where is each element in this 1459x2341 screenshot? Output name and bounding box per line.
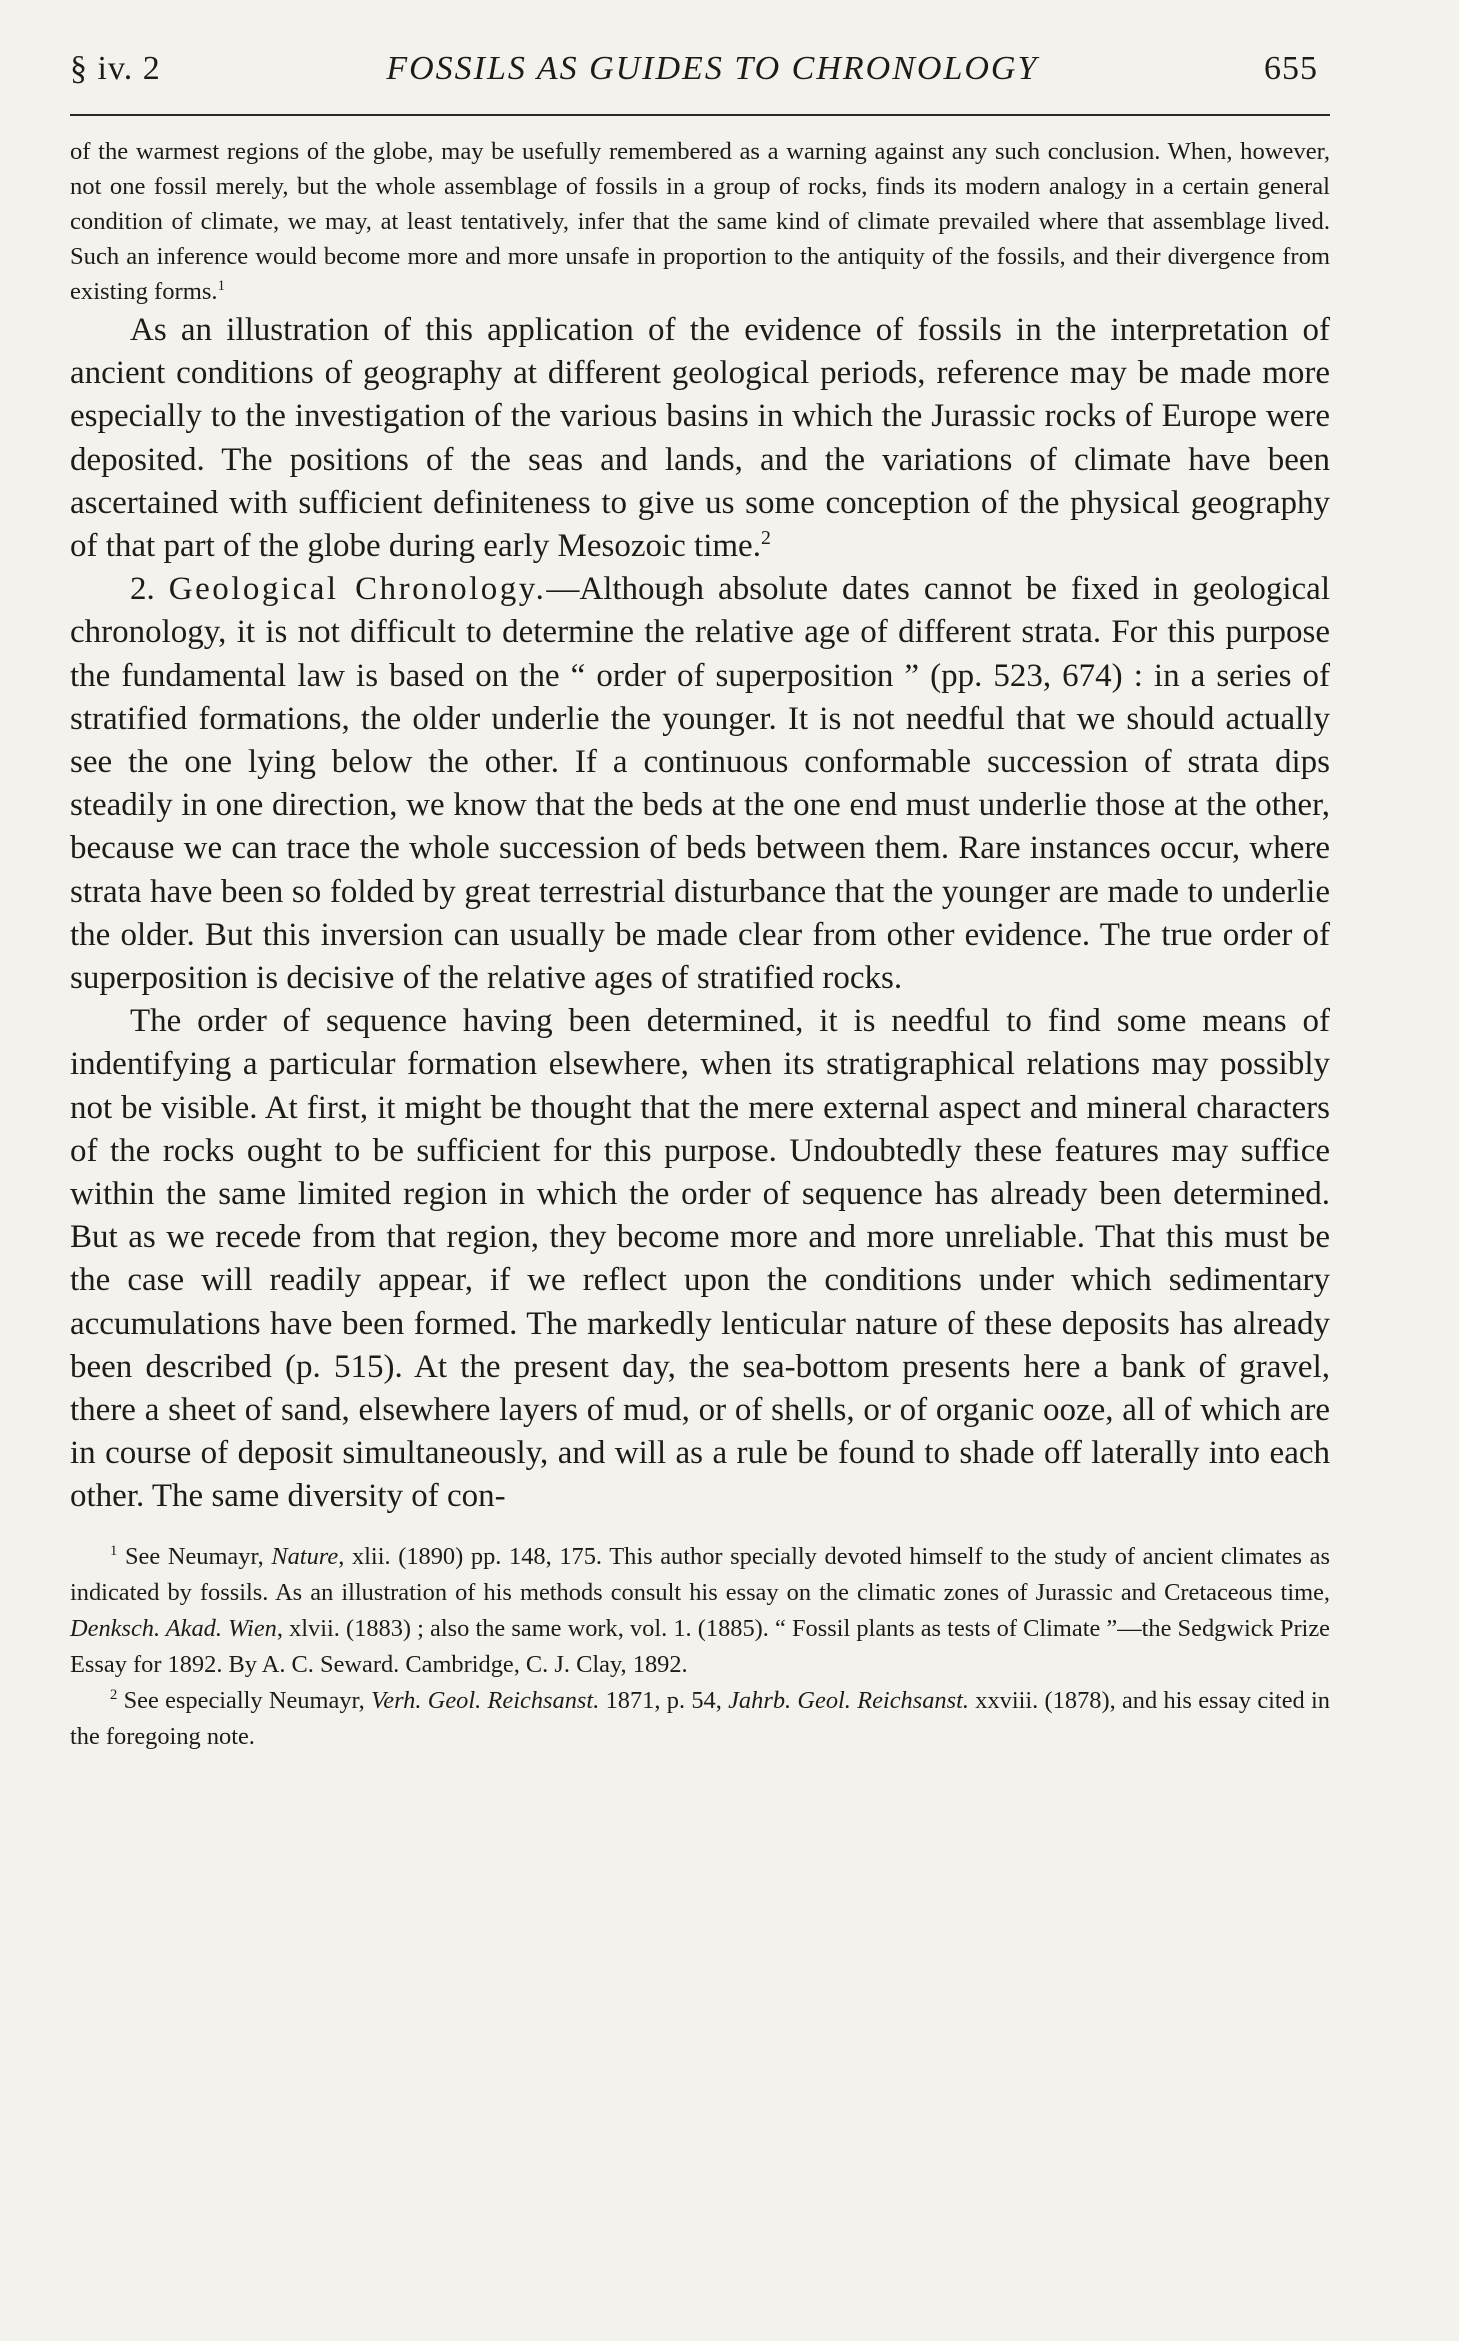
footnote-text-run: , xlii. (1890) pp. 148, 175. This author specially devoted himself to the study of ancient climates as indicated by fossils. As an illustration of his methods consult his essay on the climatic zones of Jurassic and Cretaceous time, xyxy=(70,1542,1330,1606)
paragraph-jurassic-basins xyxy=(70,309,1330,568)
footnote-ref-2: 2 xyxy=(760,527,771,550)
section-number: 2. xyxy=(130,571,155,608)
citation-title: Nature xyxy=(271,1542,339,1570)
citation-title: Denksch. Akad. Wien xyxy=(70,1614,277,1642)
section-geological-chronology xyxy=(70,568,1330,1000)
footnotes xyxy=(70,1539,1330,1755)
footnote-1 xyxy=(70,1539,1330,1683)
footnote-2-text xyxy=(70,1687,1330,1750)
header-rule xyxy=(70,114,1330,116)
footnote-text-run: See especially Neumayr, xyxy=(123,1686,372,1714)
footnote-text-run: , xlvii. (1883) ; also the same work, vol. 1. (1885). “ Fossil plants as tests of Climate ”—the Sedgwick Prize Essay for 1892. By A. C. Seward. Cambridge, C. J. Clay, 1892. xyxy=(70,1614,1330,1678)
running-head xyxy=(70,50,1330,102)
footnote-text-run: xxviii. (1878), and his essay cited in the foregoing note. xyxy=(70,1686,1330,1750)
paragraph-jurassic-basins-text: As an illustration of this application of the evidence of fossils in the interpretation of ancient conditions of geography at different geological periods, reference may be made more especially to the investigation of the various basins in which the Jurassic rocks of Europe were deposited. The positions of the seas and lands, and the variations of climate have been ascertained with sufficient definiteness to give us some conception of the physical geography of that part of the globe during early Mesozoic time. xyxy=(70,312,1330,565)
footnote-2 xyxy=(70,1683,1330,1755)
footnote-1-text xyxy=(70,1543,1330,1678)
continued-paragraph-text: of the warmest regions of the globe, may be usefully remembered as a warning against any such conclusion. When, however, not one fossil merely, but the whole assemblage of fossils in a group of rocks, finds its modern analogy in a certain general condition of climate, we may, at least tentatively, infer that the same kind of climate prevailed where that assemblage lived. Such an inference would become more and more unsafe in proportion to the antiquity of the fossils, and their divergence from existing forms. xyxy=(70,138,1330,305)
footnote-marker-1: 1 xyxy=(110,1542,118,1559)
running-title: FOSSILS AS GUIDES TO CHRONOLOGY xyxy=(386,50,1039,87)
page-number: 655 xyxy=(1264,50,1318,87)
citation-title: Verh. Geol. Reichsanst. xyxy=(371,1686,600,1714)
paragraph-sequence: The order of sequence having been determined, it is needful to find some means of indentifying a particular formation elsewhere, when its stratigraphical relations may possibly not be visible. At first, it might be thought that the mere external aspect and mineral characters of the rocks ought to be sufficient for this purpose. Undoubtedly these features may suffice within the same limited region in which the order of sequence has already been determined. But as we recede from that region, they become more and more unreliable. That this must be the case will readily appear, if we reflect upon the conditions under which sedimentary accumulations have been formed. The markedly lenticular nature of these deposits has already been described (p. 515). At the present day, the sea-bottom presents here a bank of gravel, there a sheet of sand, elsewhere layers of mud, or of shells, or of organic ooze, all of which are in course of deposit simultaneously, and will as a rule be found to shade off laterally into each other. The same diversity of con- xyxy=(70,1003,1330,1515)
book-page xyxy=(70,50,1330,1755)
section-reference: § iv. 2 xyxy=(70,50,161,87)
footnote-text-run: See Neumayr, xyxy=(124,1542,272,1570)
section-text: —Although absolute dates cannot be fixed in geological chronology, it is not difficult to determine the relative age of different strata. For this purpose the fundamental law is based on the “ order of superposition ” (pp. 523, 674) : in a series of stratified formations, the older underlie the younger. It is not needful that we should actually see the one lying below the other. If a continuous conformable succession of strata dips steadily in one direction, we know that the beds at the one end must underlie those at the other, because we can trace the whole succession of beds between them. Rare instances occur, where strata have been so folded by great terrestrial disturbance that the younger are made to underlie the older. But this inversion can usually be made clear from other evidence. The true order of superposition is decisive of the relative ages of stratified rocks. xyxy=(70,571,1330,997)
section-heading: Geological Chronology. xyxy=(168,571,547,608)
footnote-text-run: 1871, p. 54, xyxy=(599,1686,729,1714)
footnote-ref-1: 1 xyxy=(217,277,225,294)
citation-title: Jahrb. Geol. Reichsanst. xyxy=(728,1686,969,1714)
footnote-marker-2: 2 xyxy=(110,1686,118,1703)
continued-paragraph xyxy=(70,134,1330,309)
